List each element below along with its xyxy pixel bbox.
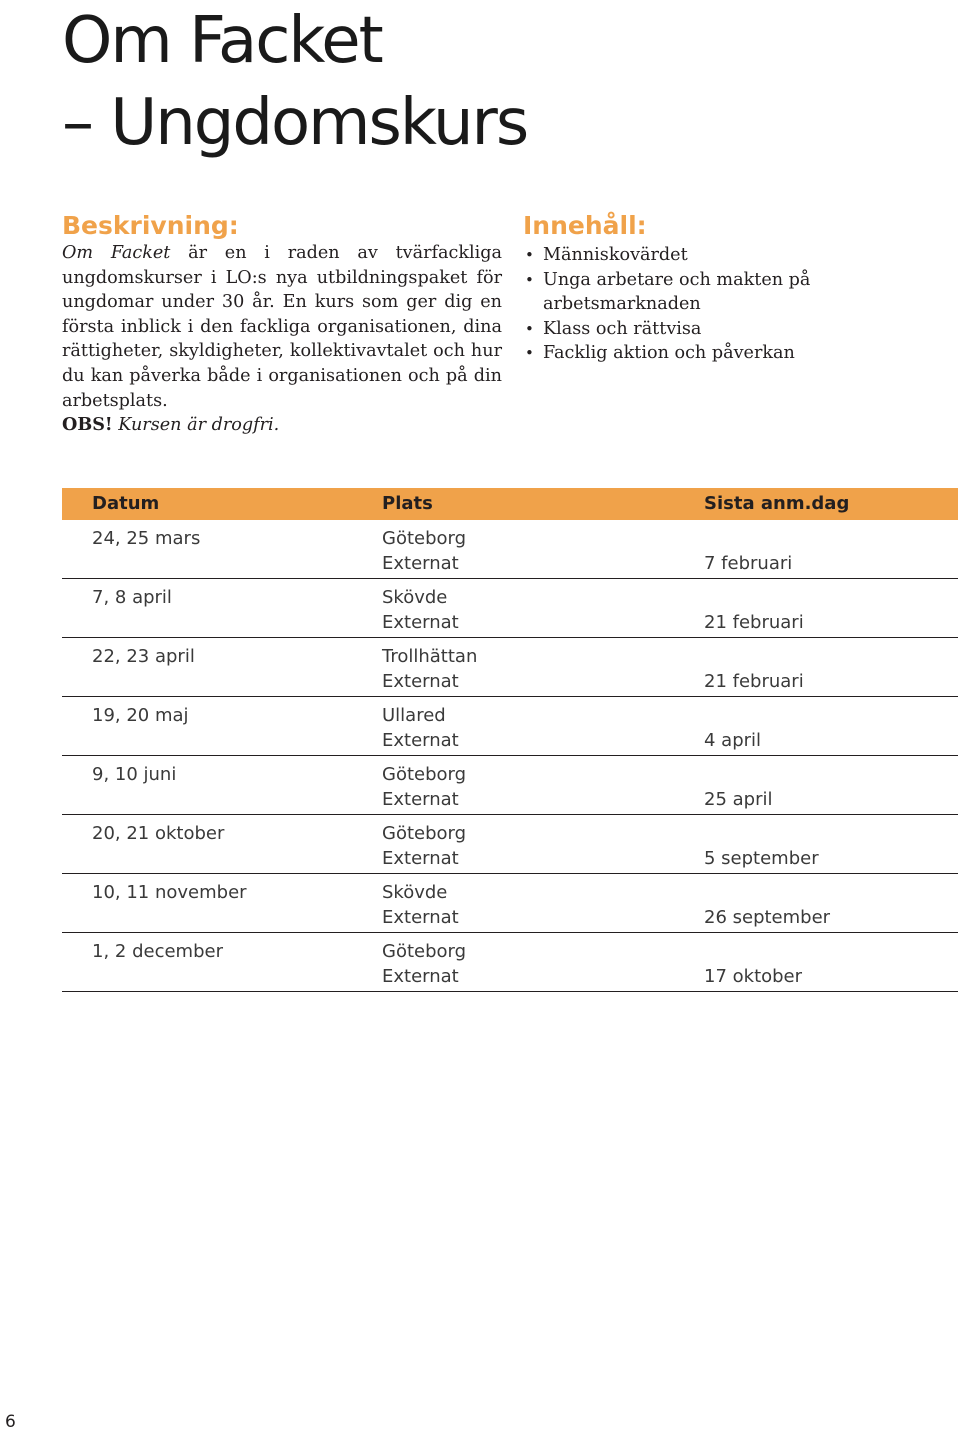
- cell-date: 1, 2 december: [92, 941, 223, 962]
- table-row: [62, 874, 958, 933]
- content-item: • Facklig aktion och påverkan: [523, 341, 960, 366]
- cell-place: Skövde: [382, 882, 448, 903]
- cell-date: 19, 20 maj: [92, 705, 189, 726]
- description-body: är en i raden av tvärfackliga ungdomskurser i LO:s nya utbildningspaket för ungdomar under 30 år. En kurs som ger dig en första inblick i den fackliga organisationen, dina rättigheter, skyldigheter, kollektivavtalet och hur du kan påverka både i organisationen och på din arbetsplats.: [62, 243, 502, 411]
- cell-place: Göteborg: [382, 528, 467, 549]
- table-row: [62, 815, 958, 874]
- page-title: [62, 0, 922, 164]
- header-date: Datum: [92, 493, 160, 514]
- cell-type: Externat: [382, 848, 459, 869]
- page-title-line-2: – Ungdomskurs: [62, 86, 528, 160]
- cell-place: Göteborg: [382, 941, 467, 962]
- cell-type: Externat: [382, 553, 459, 574]
- cell-date: 24, 25 mars: [92, 528, 201, 549]
- obs-note: [62, 413, 502, 438]
- table-row: [62, 638, 958, 697]
- page-title-line-1: Om Facket: [62, 4, 382, 78]
- description-text: [62, 241, 502, 413]
- table-row: [62, 579, 958, 638]
- cell-place: Skövde: [382, 587, 448, 608]
- cell-date: 9, 10 juni: [92, 764, 177, 785]
- cell-place: Ullared: [382, 705, 446, 726]
- cell-deadline: 17 oktober: [704, 966, 803, 987]
- table-row: [62, 520, 958, 579]
- cell-deadline: 21 februari: [704, 671, 804, 692]
- content-item: • Klass och rättvisa: [523, 317, 960, 342]
- cell-deadline: 7 februari: [704, 553, 793, 574]
- content-heading: Innehåll:: [523, 211, 647, 240]
- cell-place: Trollhättan: [382, 646, 478, 667]
- header-place: Plats: [382, 493, 433, 514]
- cell-type: Externat: [382, 612, 459, 633]
- content-item: • Unga arbetare och makten på arbetsmarknaden: [523, 268, 960, 317]
- cell-date: 22, 23 april: [92, 646, 195, 667]
- obs-label: OBS!: [62, 414, 113, 436]
- cell-place: Göteborg: [382, 764, 467, 785]
- cell-deadline: 26 september: [704, 907, 831, 928]
- description-heading: Beskrivning:: [62, 211, 239, 240]
- cell-type: Externat: [382, 671, 459, 692]
- table-row: [62, 756, 958, 815]
- cell-type: Externat: [382, 730, 459, 751]
- table-header: [62, 488, 958, 520]
- table-body: [62, 520, 958, 992]
- cell-deadline: 5 september: [704, 848, 819, 869]
- table-row: [62, 933, 958, 992]
- cell-deadline: 25 april: [704, 789, 773, 810]
- content-list: [523, 243, 960, 366]
- table-row: [62, 697, 958, 756]
- cell-type: Externat: [382, 789, 459, 810]
- cell-deadline: 21 februari: [704, 612, 804, 633]
- schedule-table: [62, 488, 958, 992]
- cell-date: 7, 8 april: [92, 587, 172, 608]
- cell-type: Externat: [382, 966, 459, 987]
- cell-place: Göteborg: [382, 823, 467, 844]
- course-name: Om Facket: [62, 243, 171, 263]
- cell-date: 20, 21 oktober: [92, 823, 225, 844]
- content-section: [523, 211, 960, 366]
- page-number: 6: [5, 1412, 16, 1432]
- obs-text: Kursen är drogfri.: [118, 415, 280, 436]
- cell-type: Externat: [382, 907, 459, 928]
- description-section: [62, 211, 502, 438]
- cell-deadline: 4 april: [704, 730, 762, 751]
- header-deadline: Sista anm.dag: [704, 493, 850, 514]
- content-item: • Människovärdet: [523, 243, 960, 268]
- cell-date: 10, 11 november: [92, 882, 247, 903]
